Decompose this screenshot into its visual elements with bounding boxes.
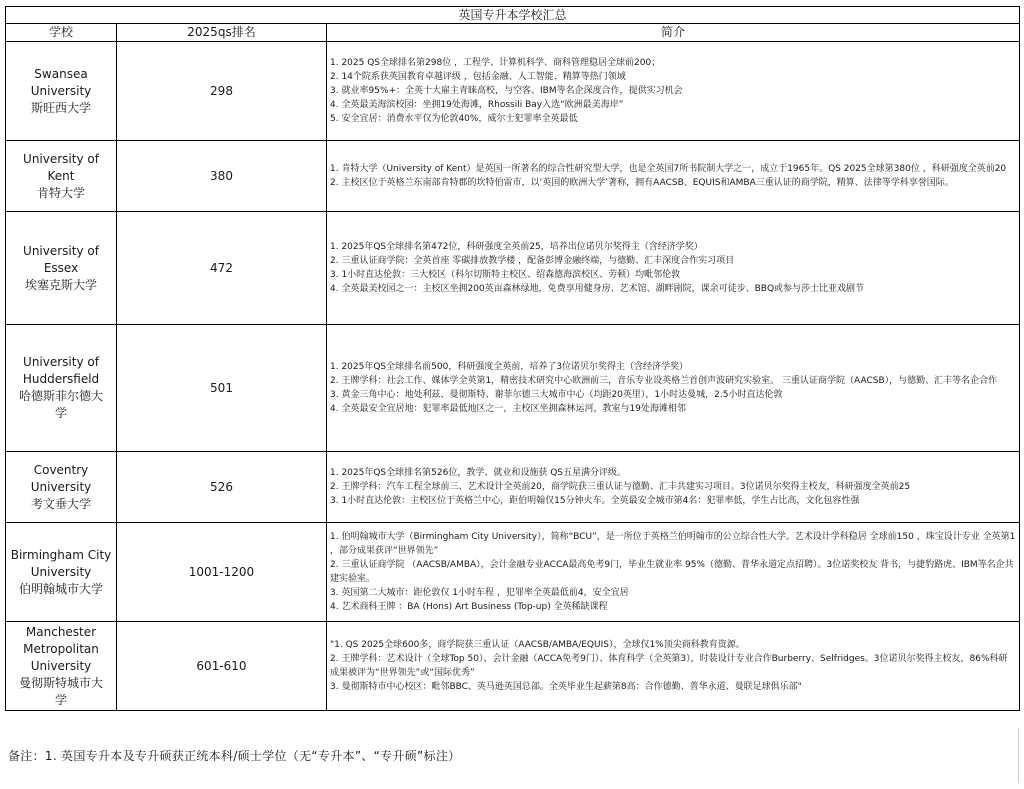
school-name: Manchester Metropolitan University 曼彻斯特城市大 学 (6, 622, 117, 711)
table-row (6, 212, 1020, 325)
school-intro: 1. 2025年QS全球排名第526位，教学、就业和设施获 QS五星满分评级。 2. 王牌学科：汽车工程全球前三、艺术设计全英前20，商学院获三重认证与德勤、汇丰共建实习项目。3位诺贝尔奖得主校友，科研强度全英前25 3. 1小时直达伦敦：主校区位于英格兰中心，距伯明翰仅15分钟火车。全英最安全城市第4名：犯罪率低，学生占比高，文化包容性强 (327, 452, 1020, 523)
sheet-edge-line (1018, 728, 1019, 783)
qs-rank: 501 (117, 325, 327, 452)
header-rank: 2025qs排名 (117, 24, 327, 42)
school-table (5, 6, 1020, 711)
school-intro: 1. 肯特大学（University of Kent）是英国一所著名的综合性研究型大学，也是全英国7所书院制大学之一，成立于1965年。QS 2025全球第380位 ，科研强度全英前20 2. 主校区位于英格兰东南部肯特郡的坎特伯雷市，以‘英国的欧洲大学’著称，拥有AACSB、EQUIS和AMBA三重认证的商学院，精算、法律等学科享誉国际。 (327, 141, 1020, 212)
table-row (6, 141, 1020, 212)
table-row (6, 452, 1020, 523)
qs-rank: 526 (117, 452, 327, 523)
header-school: 学校 (6, 24, 117, 42)
school-name: Birmingham City University 伯明翰城市大学 (6, 523, 117, 622)
qs-rank: 1001-1200 (117, 523, 327, 622)
qs-rank: 472 (117, 212, 327, 325)
qs-rank: 601-610 (117, 622, 327, 711)
school-intro: "1. QS 2025全球600多，商学院获三重认证（AACSB/AMBA/EQUIS），全球仅1%顶尖商科教育资源。 2. 王牌学科：艺术设计（全球Top 50）、会计金融（ACCA免考9门）、体育科学（全英第3），时装设计专业合作Burberry、Selfridges。3位诺贝尔奖得主校友，86%科研成果被评为“世界领先”或“国际优秀” 3. 曼彻斯特市中心校区：毗邻BBC、英马逊英国总部。全英毕业生起薪第8高：合作德勤、普华永道、曼联足球俱乐部" (327, 622, 1020, 711)
school-name: Swansea University 斯旺西大学 (6, 42, 117, 141)
school-name: University of Huddersfield 哈德斯菲尔德大 学 (6, 325, 117, 452)
header-intro: 简介 (327, 24, 1020, 42)
table-row (6, 42, 1020, 141)
table-row (6, 622, 1020, 711)
school-name: University of Essex 埃塞克斯大学 (6, 212, 117, 325)
table-row (6, 325, 1020, 452)
school-name: University of Kent 肯特大学 (6, 141, 117, 212)
qs-rank: 298 (117, 42, 327, 141)
school-summary-sheet (5, 6, 1019, 711)
school-name: Coventry University 考文垂大学 (6, 452, 117, 523)
table-title: 英国专升本学校汇总 (6, 7, 1020, 24)
school-intro: 1. 2025 QS全球排名第298位 ，工程学、计算机科学、商科管理稳居全球前200； 2. 14个院系获英国教育卓越评级 ，包括金融、人工智能、精算等热门领域 3. 就业率95%+：全英十大雇主青睐高校，与空客、IBM等名企深度合作，提供实习机会 4. 全英最美海滨校园：坐拥19处海滩，Rhossili Bay入选“欧洲最美海岸” 5. 安全宜居：消费水平仅为伦敦40%，威尔士犯罪率全英最低 (327, 42, 1020, 141)
table-row (6, 523, 1020, 622)
school-intro: 1. 2025年QS全球排名前500，科研强度全英前，培养了3位诺贝尔奖得主（含经济学奖） 2. 王牌学科：社会工作、媒体学全英第1，精密技术研究中心欧洲前三，音乐专业设英格兰首创声波研究实验室。 三重认证商学院（AACSB），与德勤、汇丰等名企合作 3. 黄金三角中心：地处利兹、曼彻斯特、谢菲尔德三大城市中心（均距20英里），1小时达曼城，2.5小时直达伦敦 4. 全英最安全宜居地：犯罪率最低地区之一，主校区坐拥森林运河，教室与19处海滩相邻 (327, 325, 1020, 452)
footnote: 备注：1. 英国专升本及专升硕获正统本科/硕士学位（无“专升本”、“专升硕”标注） (8, 749, 461, 763)
qs-rank: 380 (117, 141, 327, 212)
school-intro: 1. 2025年QS全球排名第472位，科研强度全英前25，培养出位诺贝尔奖得主（含经济学奖） 2. 三重认证商学院：全英首座 零碳排放教学楼 ，配备彭博金融终端，与德勤、汇丰深度合作实习项目 3. 1小时直达伦敦：三大校区（科尔切斯特主校区、绍森德海滨校区、劳顿）均毗邻伦敦 4. 全英最美校园之一：主校区坐拥200英亩森林绿地，免费享用健身房、艺术馆、湖畔剧院，课余可徒步、BBQ或参与莎士比亚戏剧节 (327, 212, 1020, 325)
school-intro: 1. 伯明翰城市大学（Birmingham City University），简称“BCU”，是一所位于英格兰伯明翰市的公立综合性大学。艺术设计学科稳居 全球前150 ，珠宝设计专业 全英第1 ，部分成果获评“世界领先” 2. 三重认证商学院 （AACSB/AMBA），会计金融专业ACCA最高免考9门，毕业生就业率 95%（德勤、普华永道定点招聘）。3位诺奖校友 背书，与捷豹路虎、IBM等名企共建实验室。 3. 英国第二大城市：距伦敦仅 1小时车程 ，犯罪率全英最低前4，安全宜居 4. 艺术商科王牌 ：BA (Hons) Art Business (Top-up) 全英稀缺课程 (327, 523, 1020, 622)
